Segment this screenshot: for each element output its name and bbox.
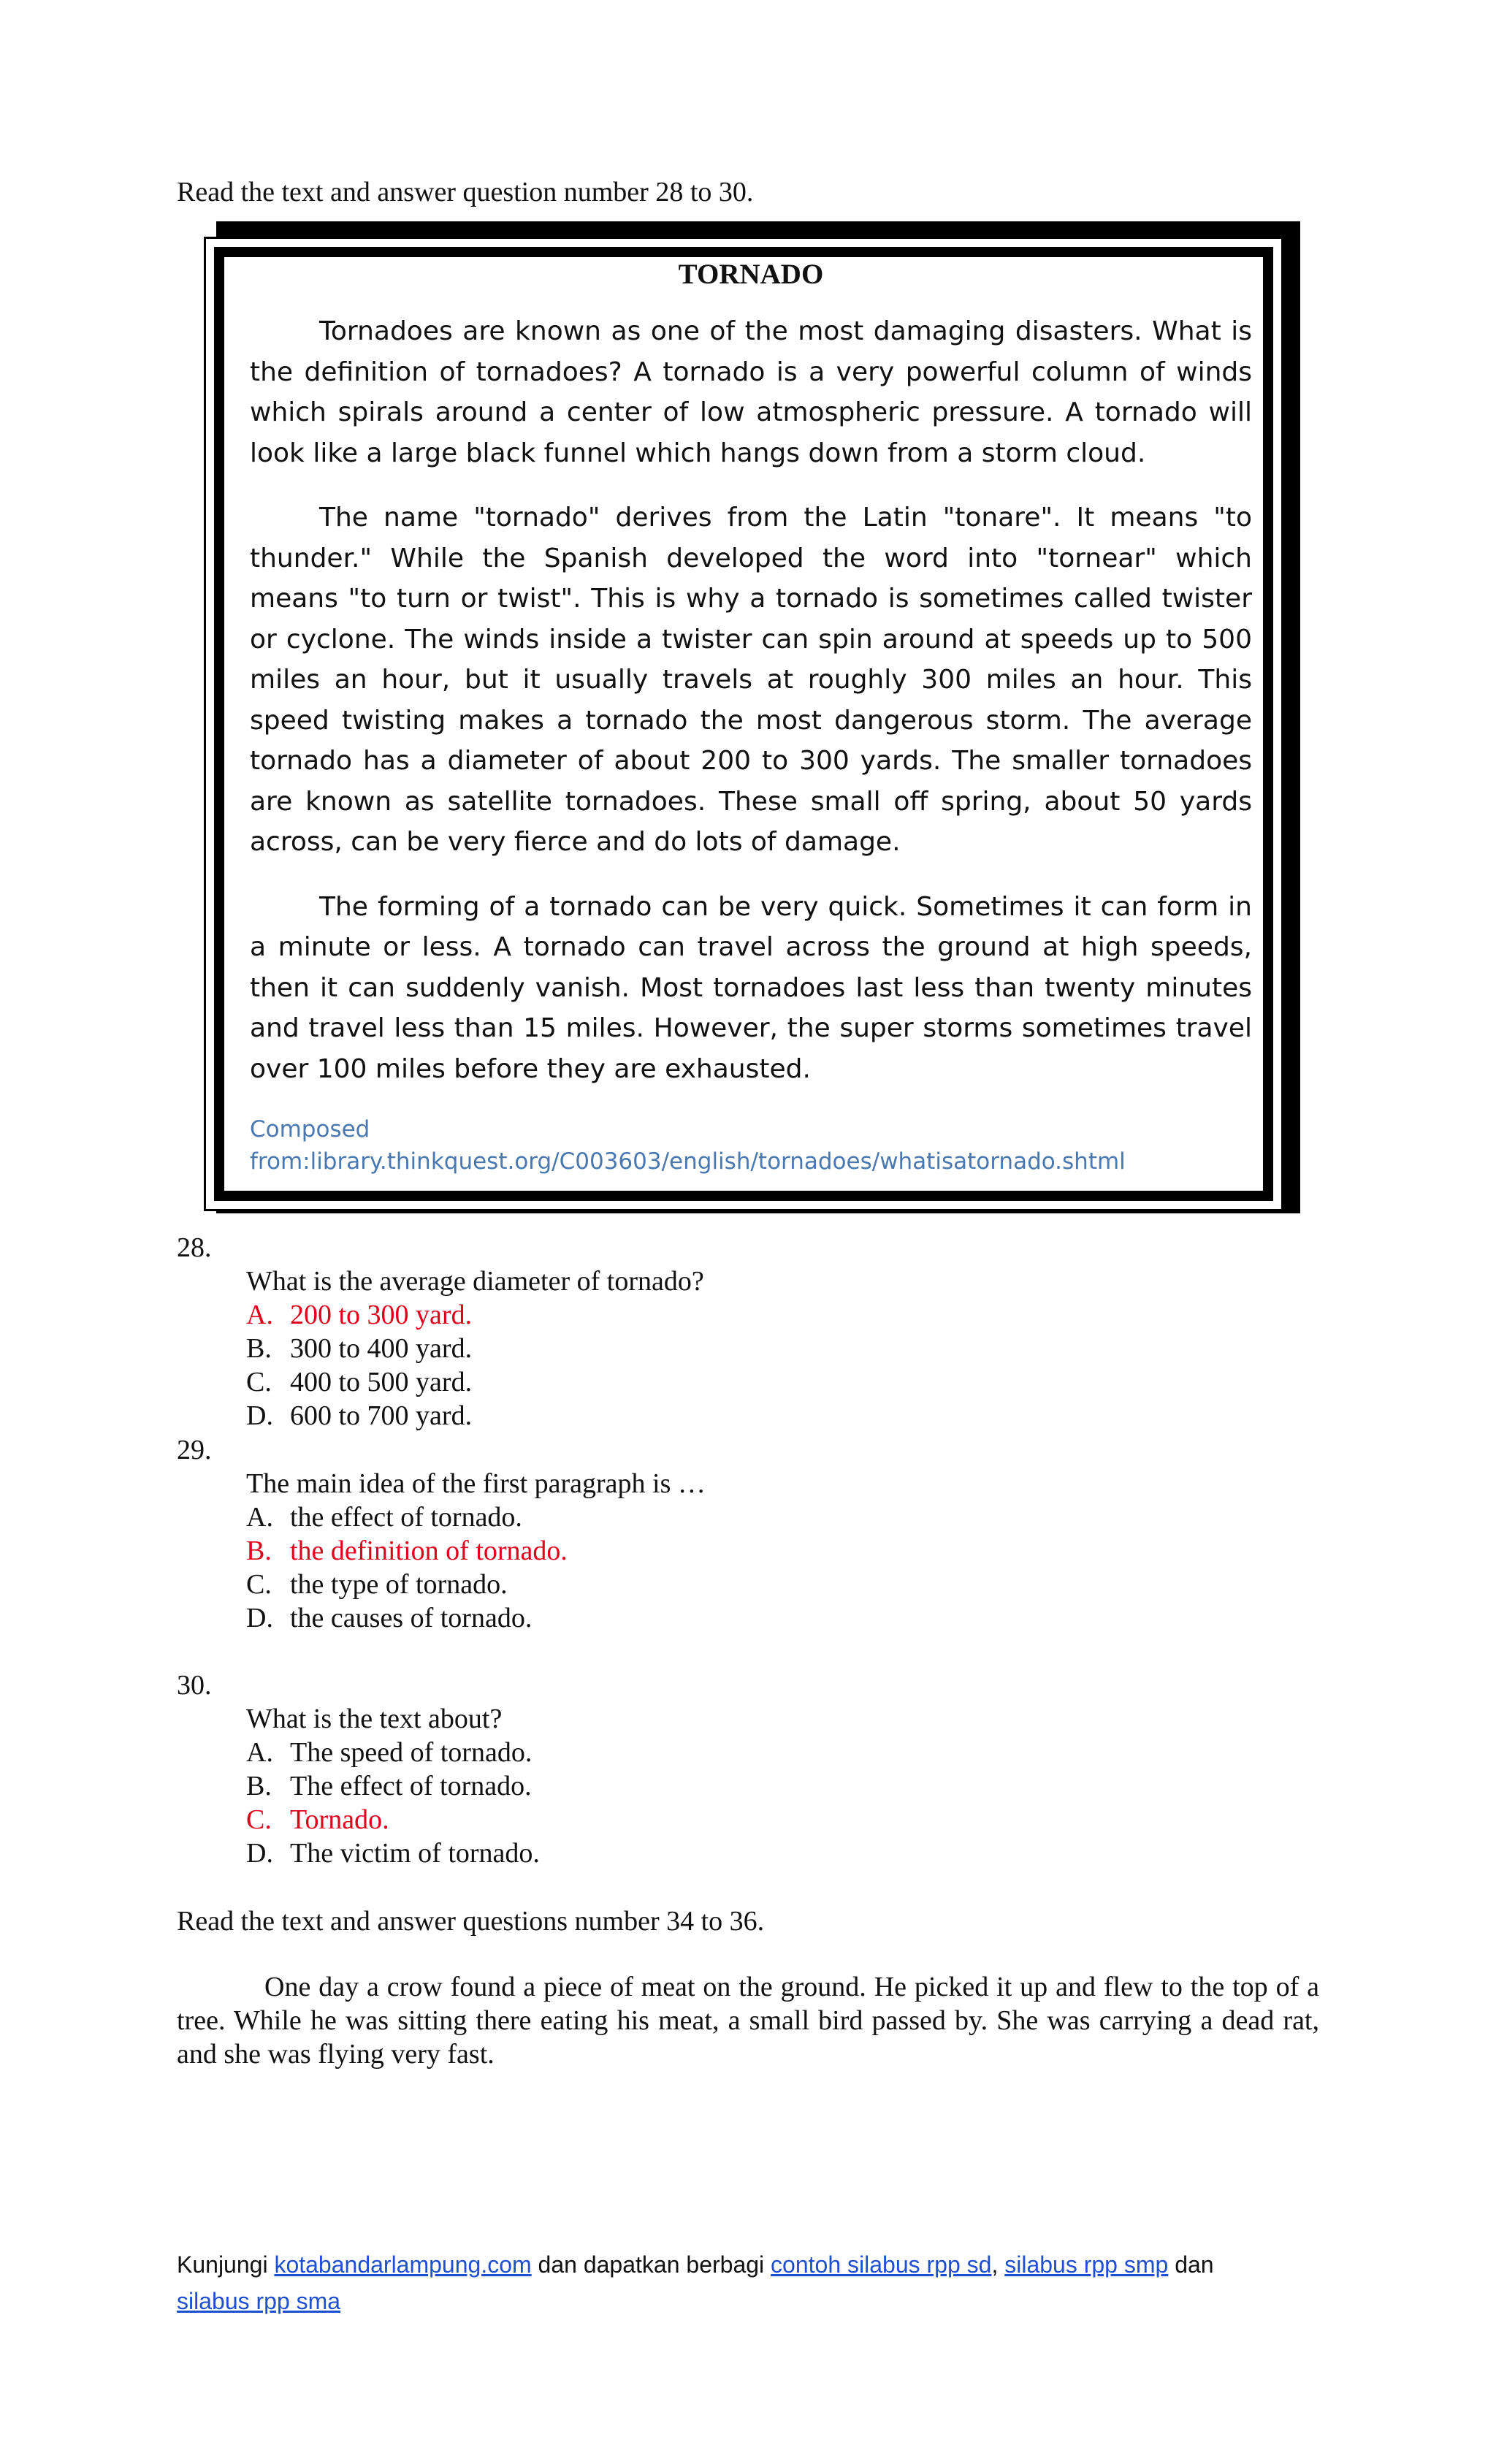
footer-link-silabus-sd[interactable]: contoh silabus rpp sd <box>771 2251 992 2278</box>
reading-paragraph-2: The name "tornado" derives from the Latin "tonare". It means "to thunder." While the Spanish developed the word into "tornear" which means "to turn or twist". This is why a tornado is sometimes called twister or cyclone. The winds inside a twister can spin around at speeds up to 500 miles an hour, but it usually travels at roughly 300 miles an hour. This speed twisting makes a tornado the most dangerous storm. The average tornado has a diameter of about 200 to 300 yards. The smaller tornadoes are known as satellite tornadoes. These small off spring, about 50 yards across, can be very fierce and do lots of damage. <box>250 503 1252 857</box>
option-text: 400 to 500 yard. <box>290 1367 473 1397</box>
option-letter: B. <box>246 1333 272 1364</box>
reading-box <box>250 254 1252 1178</box>
reading-paragraph-3: The forming of a tornado can be very quick. Sometimes it can form in a minute or less. A tornado can travel across the ground at high speeds, then it can suddenly vanish. Most tornadoes last less than twenty minutes and travel less than 15 miles. However, the super storms sometimes travel over 100 miles before they are exhausted. <box>250 891 1252 1084</box>
option-letter: D. <box>246 1838 273 1869</box>
footer-and: dan <box>1168 2251 1214 2278</box>
option-text: the type of tornado. <box>290 1569 508 1600</box>
option-text: the causes of tornado. <box>290 1603 533 1633</box>
option-letter: A. <box>246 1300 273 1330</box>
reading-paragraph-1: Tornadoes are known as one of the most damaging disasters. What is the definition of tornadoes? A tornado is a very powerful column of winds which spirals around a center of low atmospheric pressure. A tornado will look like a large black funnel which hangs down from a storm cloud. <box>250 316 1252 468</box>
option-text: The speed of tornado. <box>290 1737 533 1768</box>
footer-link-silabus-smp[interactable]: silabus rpp smp <box>1004 2251 1169 2278</box>
answer-option <box>246 1769 532 1803</box>
answer-option <box>246 1332 472 1365</box>
footer-middle: dan dapatkan berbagi <box>531 2251 771 2278</box>
question-text: What is the average diameter of tornado? <box>246 1266 704 1297</box>
option-letter: A. <box>246 1502 273 1533</box>
answer-option <box>246 1365 472 1399</box>
option-text: The effect of tornado. <box>290 1771 532 1801</box>
question-text: The main idea of the first paragraph is … <box>246 1468 706 1499</box>
option-text: The victim of tornado. <box>290 1838 540 1869</box>
answer-option-correct <box>246 1298 472 1332</box>
answer-option <box>246 1568 508 1601</box>
answer-option <box>246 1736 532 1769</box>
footer <box>177 2246 1346 2319</box>
option-letter: A. <box>246 1737 273 1768</box>
reading-source: Composed from:library.thinkquest.org/C003603/english/tornadoes/whatisatornado.shtml <box>250 1116 1126 1175</box>
option-text: 200 to 300 yard. <box>290 1300 473 1330</box>
footer-prefix: Kunjungi <box>177 2251 275 2278</box>
option-text: the effect of tornado. <box>290 1502 522 1533</box>
footer-link-kotabandarlampung[interactable]: kotabandarlampung.com <box>274 2251 532 2278</box>
reading-instruction: Read the text and answer question number 28 to 30. <box>177 177 754 207</box>
footer-link-silabus-sma[interactable]: silabus rpp sma <box>177 2288 341 2314</box>
option-letter: B. <box>246 1771 272 1801</box>
option-letter: C. <box>246 1367 272 1397</box>
question-number: 29. <box>177 1435 212 1465</box>
question-number: 30. <box>177 1670 212 1701</box>
option-text: 300 to 400 yard. <box>290 1333 473 1364</box>
option-letter: D. <box>246 1603 273 1633</box>
answer-option <box>246 1601 532 1635</box>
answer-option-correct <box>246 1534 568 1568</box>
story-instruction: Read the text and answer questions number 34 to 36. <box>177 1906 765 1937</box>
option-text: Tornado. <box>290 1804 389 1835</box>
question-text: What is the text about? <box>246 1704 503 1734</box>
option-letter: B. <box>246 1536 272 1566</box>
option-text: the definition of tornado. <box>290 1536 568 1566</box>
footer-comma: , <box>991 2251 1005 2278</box>
reading-title: TORNADO <box>678 259 824 290</box>
option-letter: C. <box>246 1569 272 1600</box>
option-letter: C. <box>246 1804 272 1835</box>
answer-option-correct <box>246 1803 389 1836</box>
answer-option <box>246 1836 540 1870</box>
story-paragraph: One day a crow found a piece of meat on the ground. He picked it up and flew to the top of a tree. While he was sitting there eating his meat, a small bird passed by. She was carrying a dead rat, and she was flying very fast. <box>177 1972 1319 2070</box>
option-letter: D. <box>246 1400 273 1431</box>
question-number: 28. <box>177 1232 212 1263</box>
answer-option <box>246 1399 472 1433</box>
answer-option <box>246 1500 522 1534</box>
option-text: 600 to 700 yard. <box>290 1400 473 1431</box>
